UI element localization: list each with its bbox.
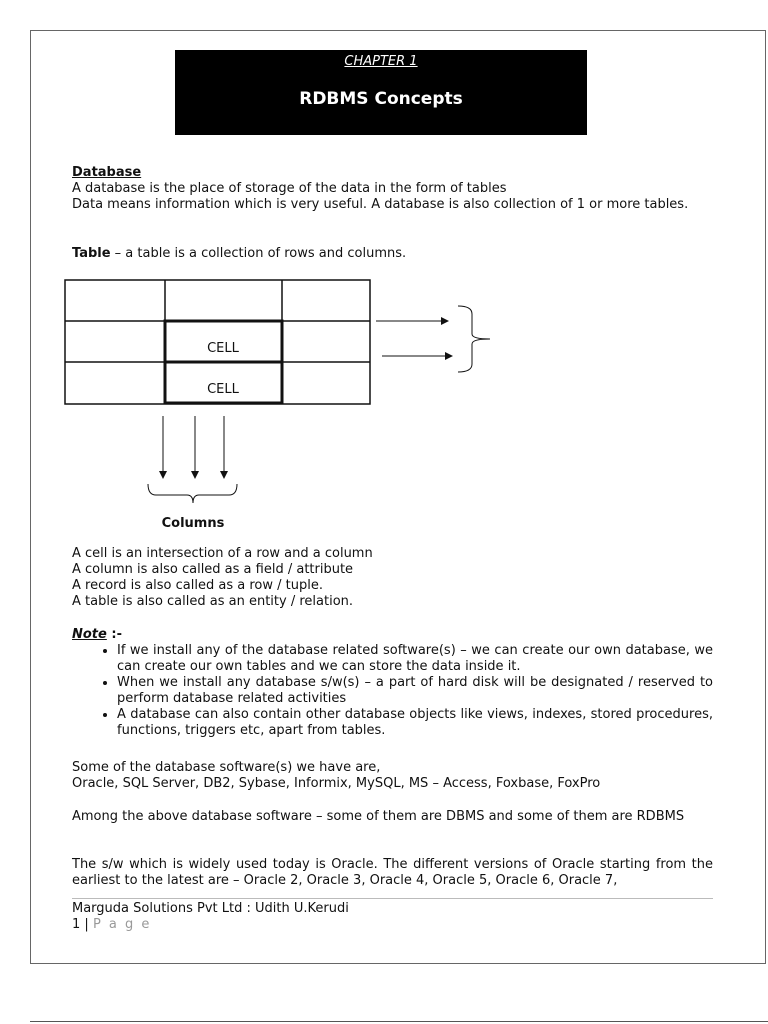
definition-item: A cell is an intersection of a row and a column	[72, 546, 373, 561]
footer-page	[72, 917, 713, 933]
table-description: – a table is a collection of rows and columns.	[110, 246, 407, 261]
page-label: P a g e	[92, 917, 152, 932]
chapter-label: CHAPTER 1	[344, 54, 418, 69]
page-footer	[72, 901, 713, 933]
rows-brace	[458, 306, 490, 372]
note-bullet: • When we install any database s/w(s) – a part of hard disk will be designated / reserved to perform database related activities	[117, 675, 713, 707]
dbms-rdbms-paragraph: Among the above database software – some of them are DBMS and some of them are RDBMS	[72, 809, 685, 824]
definition-item: A record is also called as a row / tuple.	[72, 578, 323, 593]
table-diagram	[60, 276, 500, 536]
footer-divider	[72, 898, 713, 899]
software-list: Oracle, SQL Server, DB2, Sybase, Informix, MySQL, MS – Access, Foxbase, FoxPro	[72, 776, 601, 791]
note-bullet: • A database can also contain other database objects like views, indexes, stored procedures, functions, triggers etc, apart from tables.	[117, 707, 713, 739]
database-heading: Database	[72, 165, 142, 180]
definition-item: A table is also called as an entity / relation.	[72, 594, 354, 609]
table-term: Table	[72, 246, 111, 261]
chapter-banner	[175, 50, 587, 135]
oracle-versions-paragraph: The s/w which is widely used today is Oracle. The different versions of Oracle starting from the earliest to the latest are – Oracle 2, Oracle 3, Oracle 4, Oracle 5, Oracle 6, Oracle 7,	[72, 857, 713, 888]
database-definition: A database is the place of storage of the data in the form of tables	[72, 181, 507, 196]
cell-label-1: CELL	[207, 341, 239, 356]
note-section	[72, 627, 713, 739]
row-arrows	[376, 321, 452, 356]
note-bullet: • If we install any of the database related software(s) – we can create our own database, we can create our own tables and we can store the data inside it.	[117, 643, 713, 675]
page-separator: |	[84, 917, 89, 932]
software-intro: Some of the database software(s) we have are,	[72, 760, 381, 775]
chapter-title: RDBMS Concepts	[299, 89, 463, 109]
next-page-edge	[30, 1021, 768, 1022]
note-bullets	[72, 643, 713, 739]
table-definition	[72, 246, 713, 262]
cell-label-2: CELL	[207, 382, 239, 397]
database-data-meaning: Data means information which is very useful. A database is also collection of 1 or more tables.	[72, 197, 689, 212]
note-label: Note	[72, 627, 107, 642]
page-number: 1	[72, 917, 81, 932]
definition-item: A column is also called as a field / attribute	[72, 562, 354, 577]
database-section	[72, 165, 713, 213]
columns-brace	[148, 484, 237, 503]
definitions-list	[72, 546, 713, 610]
footer-company: Marguda Solutions Pvt Ltd : Udith U.Kerudi	[72, 901, 349, 916]
columns-label: Columns	[161, 516, 225, 531]
note-suffix: :-	[106, 627, 122, 642]
software-section	[72, 760, 713, 792]
column-arrows	[163, 416, 224, 478]
note-heading	[72, 627, 713, 643]
